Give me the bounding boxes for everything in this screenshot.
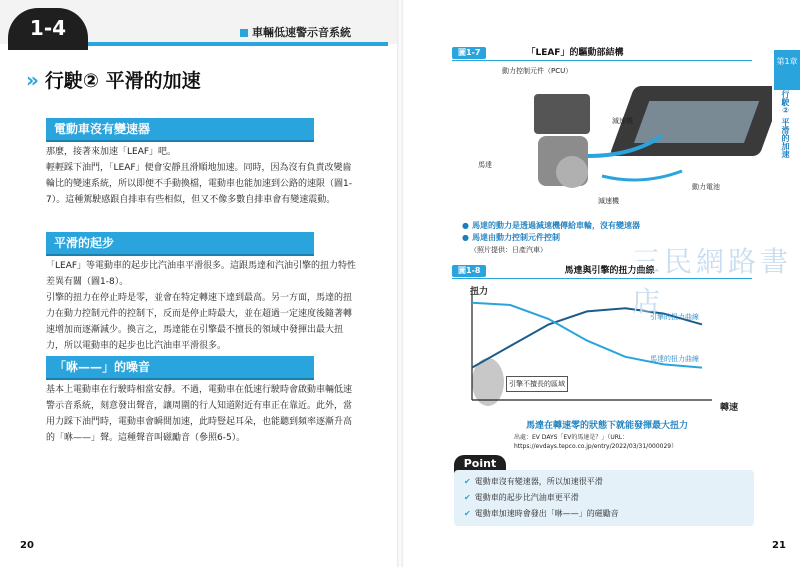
section-heading-2: 平滑的起步 (46, 232, 314, 256)
figure-2-title: 馬達與引擎的扭力曲線 (564, 266, 655, 276)
section-heading-3: 「咻——」的噪音 (46, 356, 314, 380)
check-icon: ✔ (464, 477, 471, 486)
callout-battery: 動力電池 (692, 183, 720, 191)
side-chapter-label: 第1章 (776, 57, 798, 66)
photo-credit: （照片提供：日產汽車） (470, 246, 547, 254)
engine-curve-label: 引擎的扭力曲線 (650, 313, 699, 321)
side-chapter-tab (774, 50, 800, 90)
right-page (402, 0, 800, 567)
section-heading-1: 電動車沒有變速器 (46, 118, 314, 142)
pcu-block (534, 94, 590, 134)
double-chevron-icon: » (26, 68, 39, 92)
motor-curve-label: 馬達的扭力曲線 (650, 355, 699, 363)
point-item-1 (464, 476, 603, 487)
section-1-para-1: 那麼，接著來加速「LEAF」吧。 (46, 147, 177, 157)
figure-1-bullet-1: ● 馬達的動力是透過減速機傳給車輪，沒有變速器 (462, 220, 640, 231)
chapter-tab: 1-4 (8, 8, 88, 50)
weak-zone-label: 引擎不擅長的區域 (506, 376, 568, 392)
side-section-label: 行駛② 平滑的加速 (781, 90, 790, 158)
section-3-para-1: 基本上電動車在行駛時相當安靜。不過，電動車在低速行駛時會啟動車輛低速警示音系統，刻意發出聲音，讓周圍的行人知道附近有車正在靠近。此外，當用力踩下油門時，電動車會瞬間加速，此時豎起耳朵，也能聽到頻率逐漸升高的「咻——」聲。這種聲音叫磁勵音（參照6-5）。 (46, 385, 353, 443)
power-cable-2 (602, 171, 682, 180)
check-icon: ✔ (464, 509, 471, 518)
header-title: 車輛低速警示音系統 (240, 24, 351, 40)
callout-reducer: 減速機 (598, 197, 619, 205)
header-rule (88, 42, 388, 46)
section-1-para-2: 輕輕踩下油門，「LEAF」便會安靜且滑順地加速。同時，因為沒有負責改變齒輪比的變速系統，所以即便不手動換檔，電動車也能加速到公路的速限（圖1-7）。這種駕駛感跟自排車有些相似，但又不像多數自排車會有變速震動。 (46, 163, 352, 205)
battery-cells (634, 101, 759, 143)
reducer-gear (556, 156, 588, 188)
page-title-text: 行駛② 平滑的加速 (44, 70, 201, 92)
section-2-para-1: 「LEAF」等電動車的起步比汽油車平滑很多。這跟馬達和汽油引擎的扭力特性差異有關（圖1-8）。 (46, 261, 357, 287)
point-item-3-text: 電動車加速時會發出「咻——」的磁勵音 (474, 509, 619, 518)
chart-caption: 馬達在轉速零的狀態下就能發揮最大扭力 (526, 421, 689, 431)
figure-1-bullet-2: ● 馬達由動力控制元件控制 (462, 232, 560, 243)
callout-motor: 馬達 (478, 161, 492, 169)
callout-pcu: 動力控制元件（PCU） (502, 67, 573, 75)
figure-1-title: 「LEAF」的驅動部結構 (526, 48, 624, 58)
figure-1-header (452, 46, 752, 61)
page-title (26, 66, 201, 93)
figure-2-label: 圖1-8 (452, 265, 486, 277)
section-2-para-2: 引擎的扭力在停止時是零，並會在特定轉速下達到最高。另一方面，馬達的扭力在動力控制元件的控制下，反而是停止時最大，並在超過一定速度後隨著轉速增加而逐漸減少。換言之，馬達能在引擎最不擅長的領域中發揮出最大扭力，所以電動車的起步也比汽油車平滑很多。 (46, 293, 353, 351)
point-tag: Point (454, 455, 506, 473)
check-icon: ✔ (464, 493, 471, 502)
page-number-left: 20 (20, 540, 34, 551)
chart-source: 出處：EV DAYS「EV的馬達是？」（URL：https://evdays.tepco.co.jp/entry/2022/03/31/000029） (514, 434, 678, 450)
point-item-2-text: 電動車的起步比汽油車更平滑 (474, 493, 579, 502)
point-item-1-text: 電動車沒有變速器，所以加速很平滑 (474, 477, 603, 486)
point-item-2 (464, 492, 579, 503)
watermark: 三民網路書店 (632, 245, 793, 318)
callout-reducer-top: 減速機 (612, 117, 633, 125)
page-number-right: 21 (772, 540, 786, 551)
point-item-3 (464, 508, 619, 519)
x-axis-label: 轉速 (720, 403, 739, 413)
figure-1-label: 圖1-7 (452, 47, 486, 59)
y-axis-label: 扭力 (470, 287, 489, 297)
drive-unit-illustration (452, 66, 772, 206)
left-page (0, 0, 398, 567)
